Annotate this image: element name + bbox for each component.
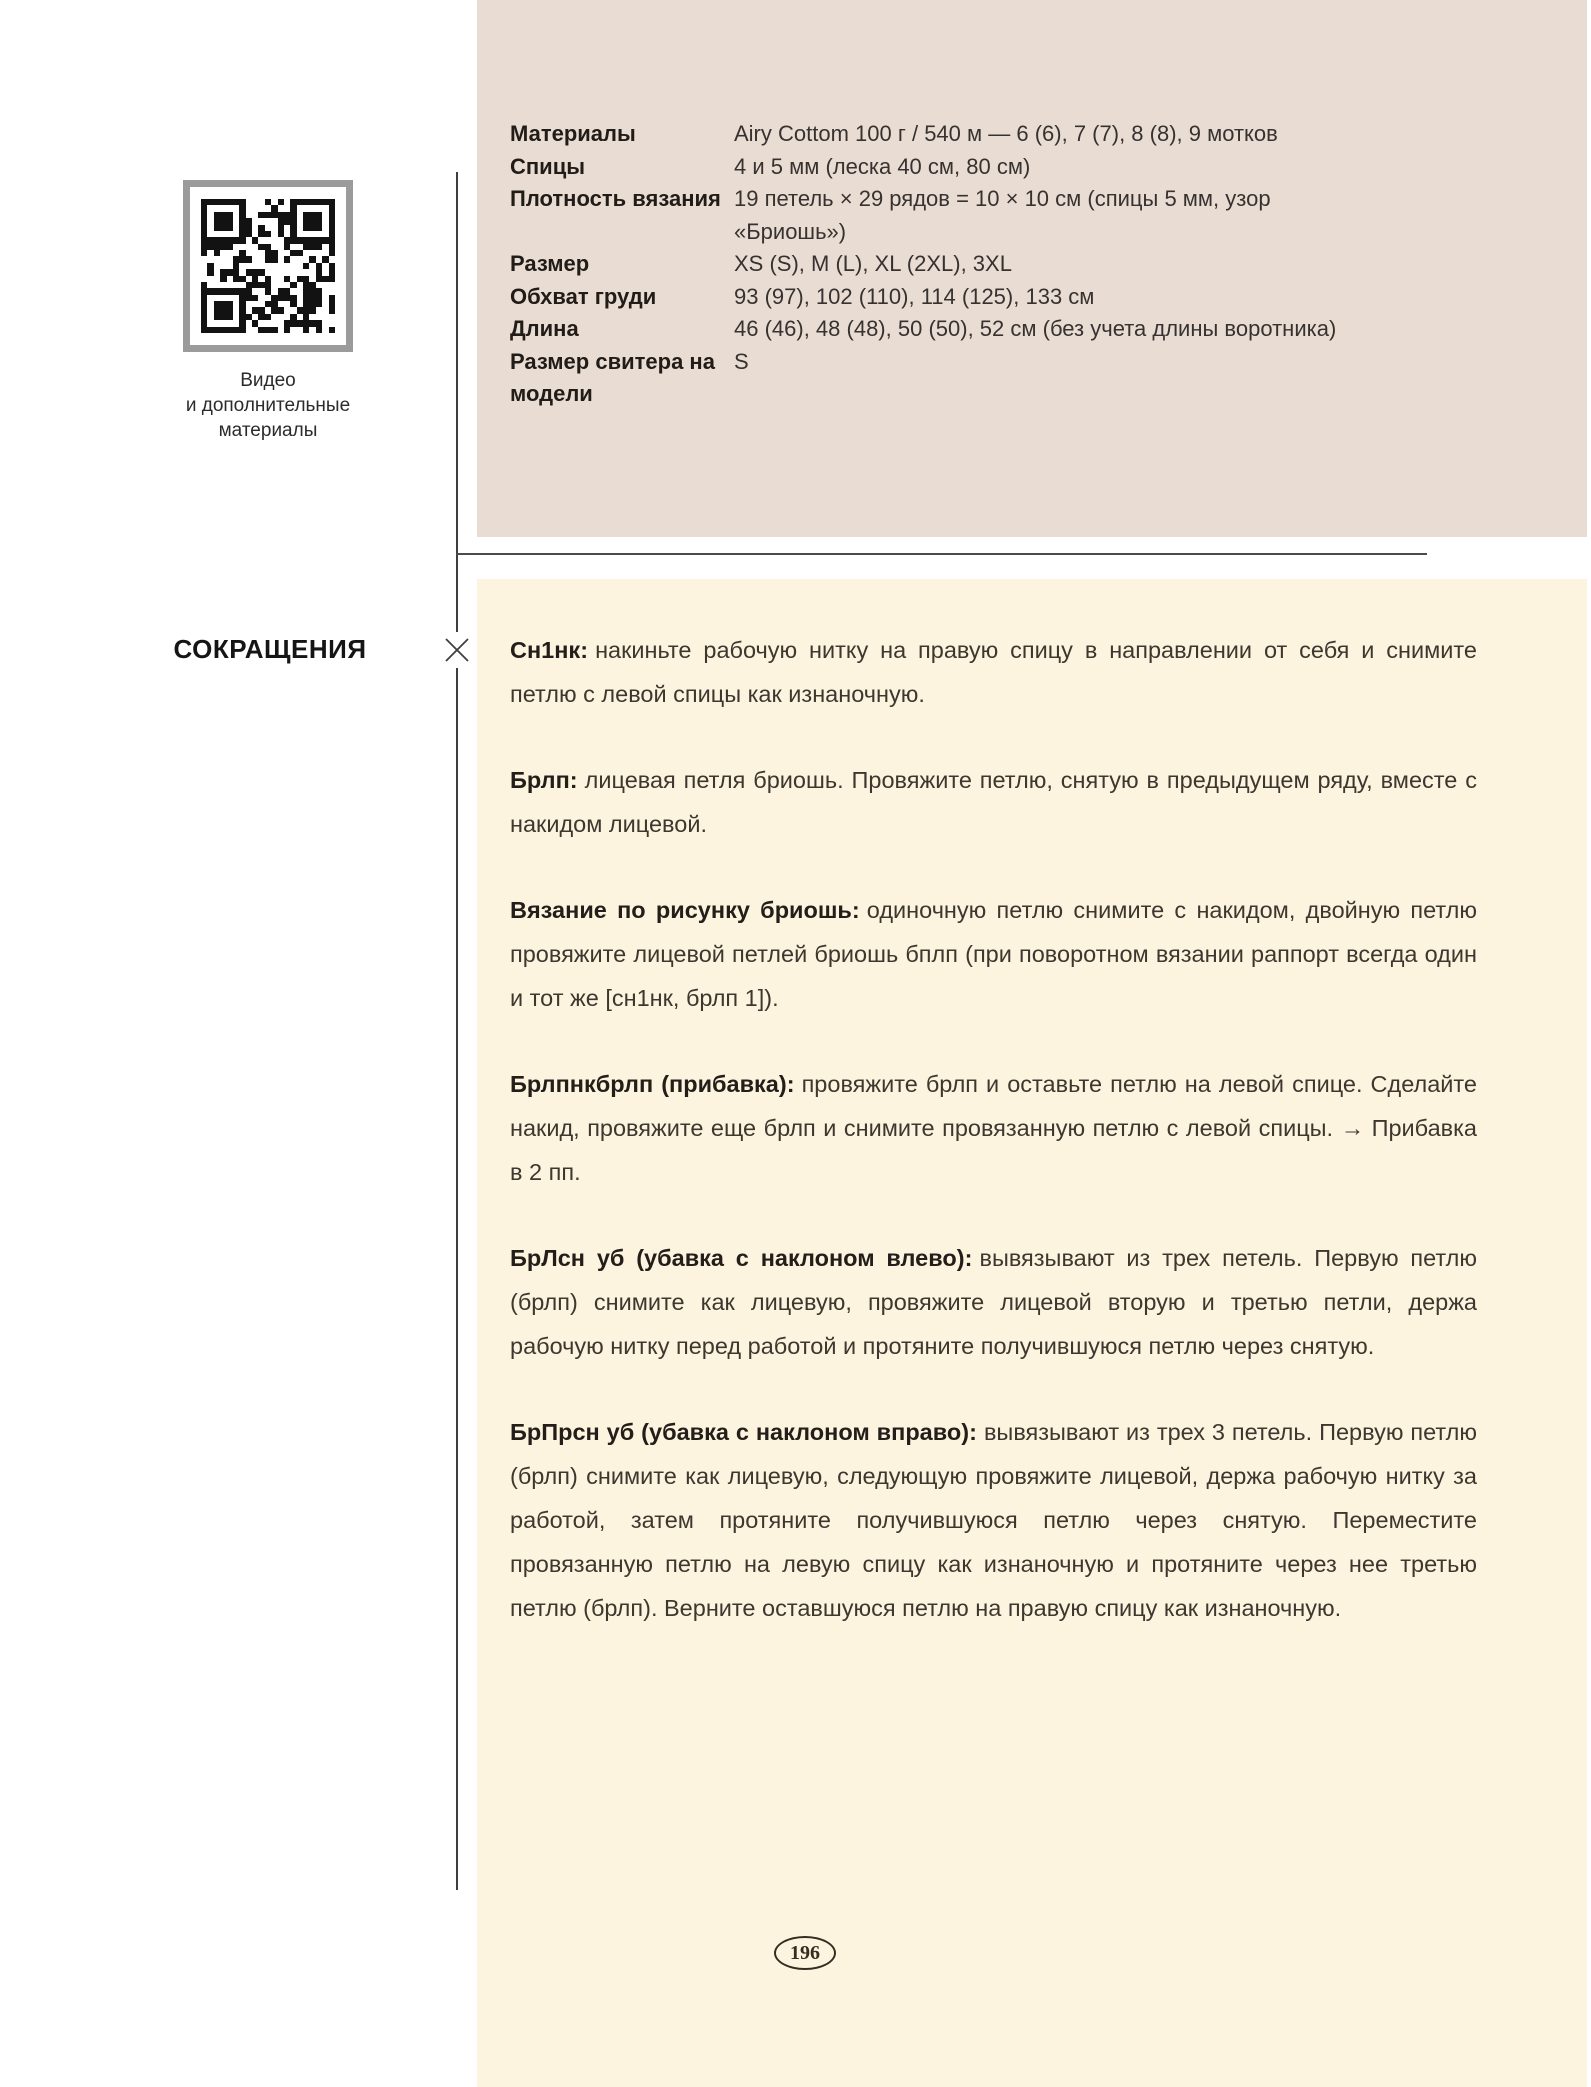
qr-caption-line: и дополнительные — [185, 395, 351, 416]
abbreviation-term: Вязание по рисунку бриошь: — [510, 897, 860, 923]
materials-row-label: Материалы — [510, 121, 636, 146]
materials-row-label: Размер — [510, 251, 590, 276]
vertical-divider — [456, 172, 458, 1890]
abbreviation-item — [510, 1236, 1477, 1368]
abbreviation-definition: лицевая петля бриошь. Провяжите петлю, снятую в предыдущем ряду, вместе с накидом лицевой. — [510, 767, 1477, 837]
materials-row-value: 19 петель × 29 рядов = 10 × 10 см (спицы 5 мм, узор «Бриошь») — [734, 186, 1271, 244]
materials-row-value: XS (S), M (L), XL (2XL), 3XL — [734, 251, 1012, 276]
abbreviation-item — [510, 1062, 1477, 1194]
qr-caption — [96, 368, 440, 443]
cross-mark-icon — [439, 632, 475, 668]
abbreviation-term: БрЛсн уб (убавка с наклоном влево): — [510, 1245, 973, 1271]
abbreviations-list — [510, 628, 1477, 1672]
page-number: 196 — [774, 1936, 836, 1970]
qr-caption-line: материалы — [218, 420, 318, 441]
table-row — [510, 313, 1562, 346]
materials-row-label: Длина — [510, 316, 579, 341]
materials-row-label: Плотность вязания — [510, 186, 721, 211]
table-row — [510, 151, 1562, 184]
qr-code — [183, 180, 353, 352]
abbreviation-term: БрПрсн уб (убавка с наклоном вправо): — [510, 1419, 977, 1445]
table-row — [510, 118, 1562, 151]
abbreviation-definition: вывязывают из трех 3 петель. Первую петлю (брлп) снимите как лицевую, следующую провяжите лицевой, держа рабочую нитку за работой, затем протяните получившуюся петлю через снятую. Переместите провязанную петлю на левую спицу как изнаночную и протяните через нее третью петлю (брлп). Верните оставшуюся петлю на правую спицу как изнаночную. — [510, 1419, 1477, 1621]
materials-row-value: 93 (97), 102 (110), 114 (125), 133 см — [734, 283, 1095, 309]
materials-row-value: 46 (46), 48 (48), 50 (50), 52 см (без учета длины воротника) — [734, 316, 1337, 341]
materials-row-value: Airy Cottom 100 г / 540 м — 6 (6), 7 (7), 8 (8), 9 мотков — [734, 121, 1278, 146]
table-row — [510, 183, 1562, 248]
materials-row-value: 4 и 5 мм (леска 40 см, 80 см) — [734, 153, 1031, 179]
abbreviation-term: Сн1нк: — [510, 637, 589, 663]
abbreviation-item — [510, 628, 1477, 716]
table-row — [510, 346, 1562, 411]
abbreviation-definition: одиночную петлю снимите с накидом, двойную петлю провяжите лицевой петлей бриошь бплп (при поворотном вязании раппорт всегда один и тот же [сн1нк, брлп 1]). — [510, 897, 1477, 1011]
table-row — [510, 281, 1562, 314]
materials-table — [510, 118, 1562, 411]
abbreviation-definition: провяжите брлп и оставьте петлю на левой спице. Сделайте накид, провяжите еще брлп и снимите провязанную петлю с левой спицы. → Прибавка в 2 пп. — [510, 1071, 1477, 1185]
table-row — [510, 248, 1562, 281]
horizontal-divider — [456, 553, 1427, 555]
abbreviation-item — [510, 1410, 1477, 1630]
abbreviation-term: Брлп: — [510, 767, 578, 793]
materials-row-value: S — [734, 348, 749, 374]
qr-code-grid — [201, 199, 335, 333]
materials-row-label: Размер свитера на модели — [510, 348, 715, 406]
section-heading: СОКРАЩЕНИЯ — [173, 634, 367, 664]
abbreviation-definition: вывязывают из трех петель. Первую петлю (брлп) снимите как лицевую, провяжите лицевой вторую и третью петли, держа рабочую нитку перед работой и протяните получившуюся петлю через снятую. — [510, 1245, 1478, 1359]
abbreviation-item — [510, 888, 1477, 1020]
abbreviation-definition: накиньте рабочую нитку на правую спицу в направлении от себя и снимите петлю с левой спицы как изнаночную. — [510, 637, 1477, 707]
qr-caption-line: Видео — [240, 370, 296, 391]
materials-row-label: Спицы — [510, 153, 586, 179]
abbreviation-item — [510, 758, 1477, 846]
abbreviation-term: Брлпнкбрлп (прибавка): — [510, 1071, 795, 1097]
materials-row-label: Обхват груди — [510, 283, 657, 309]
